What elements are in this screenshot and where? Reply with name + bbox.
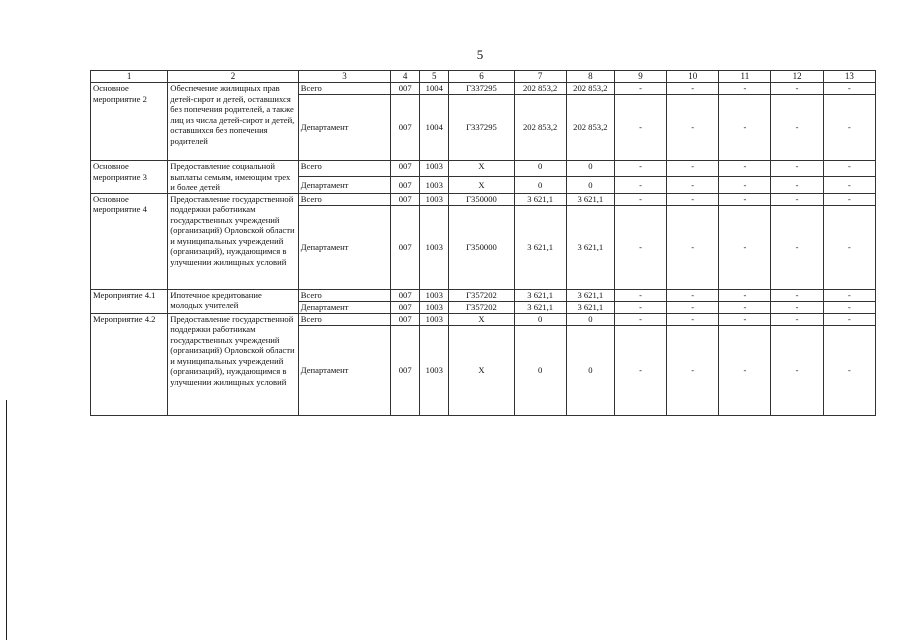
table-row (91, 289, 876, 301)
column-header: 2 (168, 71, 298, 83)
section-cell: 1003 (420, 289, 449, 301)
column-header: 11 (719, 71, 771, 83)
section-cell: 1003 (420, 161, 449, 177)
target-article-cell: Г337295 (449, 83, 514, 95)
empty-year-cell: - (823, 177, 875, 193)
code-cell: 007 (391, 301, 420, 313)
empty-year-cell: - (823, 95, 875, 161)
empty-year-cell: - (823, 205, 875, 289)
code-cell: 007 (391, 193, 420, 205)
empty-year-cell: - (667, 161, 719, 177)
section-cell: 1003 (420, 205, 449, 289)
column-header: 3 (298, 71, 390, 83)
funding-source-cell: Департамент (298, 177, 390, 193)
amount-cell: 3 621,1 (514, 301, 566, 313)
empty-year-cell: - (667, 301, 719, 313)
table-row (91, 161, 876, 177)
event-description-cell: Обеспечение жилищных прав детей-сирот и детей, оставшихся без попечения родителей, а также лиц из числа детей-сирот и детей, оставшихся без попечения родителей (168, 83, 298, 161)
empty-year-cell: - (667, 193, 719, 205)
target-article-cell: Г337295 (449, 95, 514, 161)
empty-year-cell: - (823, 161, 875, 177)
amount-cell: 0 (514, 161, 566, 177)
column-header: 6 (449, 71, 514, 83)
empty-year-cell: - (719, 205, 771, 289)
event-description-cell: Ипотечное кредитование молодых учителей (168, 289, 298, 313)
funding-source-cell: Всего (298, 289, 390, 301)
section-cell: 1003 (420, 177, 449, 193)
funding-source-cell: Всего (298, 83, 390, 95)
code-cell: 007 (391, 177, 420, 193)
empty-year-cell: - (771, 301, 823, 313)
empty-year-cell: - (667, 95, 719, 161)
table-row (91, 83, 876, 95)
column-header: 7 (514, 71, 566, 83)
empty-year-cell: - (614, 325, 666, 415)
amount-cell: 202 853,2 (566, 83, 614, 95)
table-row (91, 313, 876, 325)
section-cell: 1004 (420, 95, 449, 161)
empty-year-cell: - (719, 95, 771, 161)
column-header: 10 (667, 71, 719, 83)
table-row (91, 193, 876, 205)
amount-cell: 0 (514, 177, 566, 193)
code-cell: 007 (391, 325, 420, 415)
empty-year-cell: - (771, 325, 823, 415)
empty-year-cell: - (719, 289, 771, 301)
target-article-cell: Х (449, 325, 514, 415)
event-name-cell: Основное мероприятие 2 (91, 83, 168, 161)
event-description-cell: Предоставление социальной выплаты семьям, имеющим трех и более детей (168, 161, 298, 194)
target-article-cell: Х (449, 177, 514, 193)
empty-year-cell: - (719, 193, 771, 205)
table-body (91, 83, 876, 416)
target-article-cell: Г357202 (449, 301, 514, 313)
amount-cell: 3 621,1 (514, 289, 566, 301)
amount-cell: 3 621,1 (566, 205, 614, 289)
event-description-cell: Предоставление государственной поддержки работникам государственных учреждений (организаций) Орловской области и муниципальных учреждений (организаций), нуждающимся в улучшении жилищных условий (168, 193, 298, 289)
amount-cell: 3 621,1 (566, 301, 614, 313)
empty-year-cell: - (823, 301, 875, 313)
amount-cell: 0 (566, 313, 614, 325)
amount-cell: 202 853,2 (514, 95, 566, 161)
amount-cell: 0 (514, 325, 566, 415)
amount-cell: 202 853,2 (514, 83, 566, 95)
empty-year-cell: - (667, 313, 719, 325)
column-header: 8 (566, 71, 614, 83)
empty-year-cell: - (771, 177, 823, 193)
empty-year-cell: - (614, 313, 666, 325)
empty-year-cell: - (614, 177, 666, 193)
budget-table (90, 70, 876, 416)
funding-source-cell: Всего (298, 193, 390, 205)
funding-source-cell: Департамент (298, 301, 390, 313)
event-name-cell: Основное мероприятие 4 (91, 193, 168, 289)
section-cell: 1003 (420, 193, 449, 205)
column-header: 9 (614, 71, 666, 83)
empty-year-cell: - (667, 205, 719, 289)
code-cell: 007 (391, 83, 420, 95)
amount-cell: 3 621,1 (514, 205, 566, 289)
funding-source-cell: Департамент (298, 95, 390, 161)
amount-cell: 0 (566, 177, 614, 193)
empty-year-cell: - (823, 313, 875, 325)
section-cell: 1003 (420, 301, 449, 313)
column-header: 1 (91, 71, 168, 83)
funding-source-cell: Департамент (298, 205, 390, 289)
amount-cell: 3 621,1 (566, 193, 614, 205)
target-article-cell: Г357202 (449, 289, 514, 301)
amount-cell: 0 (566, 161, 614, 177)
amount-cell: 202 853,2 (566, 95, 614, 161)
empty-year-cell: - (614, 95, 666, 161)
empty-year-cell: - (719, 83, 771, 95)
empty-year-cell: - (667, 325, 719, 415)
code-cell: 007 (391, 95, 420, 161)
column-header: 5 (420, 71, 449, 83)
event-description-cell: Предоставление государственной поддержки работникам государственных учреждений (организаций) Орловской области и муниципальных учреждений (организаций), нуждающимся в улучшении жилищных условий (168, 313, 298, 415)
empty-year-cell: - (823, 289, 875, 301)
funding-source-cell: Департамент (298, 325, 390, 415)
empty-year-cell: - (719, 313, 771, 325)
amount-cell: 0 (566, 325, 614, 415)
column-header: 12 (771, 71, 823, 83)
column-header: 13 (823, 71, 875, 83)
empty-year-cell: - (771, 193, 823, 205)
empty-year-cell: - (667, 177, 719, 193)
empty-year-cell: - (667, 83, 719, 95)
target-article-cell: Х (449, 313, 514, 325)
funding-source-cell: Всего (298, 161, 390, 177)
empty-year-cell: - (719, 177, 771, 193)
empty-year-cell: - (771, 313, 823, 325)
binding-margin-line (6, 400, 7, 640)
empty-year-cell: - (771, 83, 823, 95)
empty-year-cell: - (823, 325, 875, 415)
section-cell: 1004 (420, 83, 449, 95)
event-name-cell: Основное мероприятие 3 (91, 161, 168, 194)
empty-year-cell: - (614, 161, 666, 177)
event-name-cell: Мероприятие 4.2 (91, 313, 168, 415)
amount-cell: 3 621,1 (566, 289, 614, 301)
event-name-cell: Мероприятие 4.1 (91, 289, 168, 313)
empty-year-cell: - (719, 301, 771, 313)
code-cell: 007 (391, 313, 420, 325)
target-article-cell: Г350000 (449, 205, 514, 289)
empty-year-cell: - (719, 161, 771, 177)
empty-year-cell: - (771, 289, 823, 301)
empty-year-cell: - (771, 95, 823, 161)
target-article-cell: Г350000 (449, 193, 514, 205)
empty-year-cell: - (614, 193, 666, 205)
empty-year-cell: - (771, 205, 823, 289)
funding-source-cell: Всего (298, 313, 390, 325)
empty-year-cell: - (719, 325, 771, 415)
amount-cell: 0 (514, 313, 566, 325)
empty-year-cell: - (614, 83, 666, 95)
code-cell: 007 (391, 205, 420, 289)
empty-year-cell: - (614, 301, 666, 313)
column-header: 4 (391, 71, 420, 83)
code-cell: 007 (391, 161, 420, 177)
section-cell: 1003 (420, 325, 449, 415)
empty-year-cell: - (823, 193, 875, 205)
empty-year-cell: - (614, 289, 666, 301)
amount-cell: 3 621,1 (514, 193, 566, 205)
section-cell: 1003 (420, 313, 449, 325)
code-cell: 007 (391, 289, 420, 301)
empty-year-cell: - (771, 161, 823, 177)
column-number-row (91, 71, 876, 83)
page-number: 5 (476, 47, 484, 62)
empty-year-cell: - (823, 83, 875, 95)
empty-year-cell: - (614, 205, 666, 289)
target-article-cell: Х (449, 161, 514, 177)
empty-year-cell: - (667, 289, 719, 301)
